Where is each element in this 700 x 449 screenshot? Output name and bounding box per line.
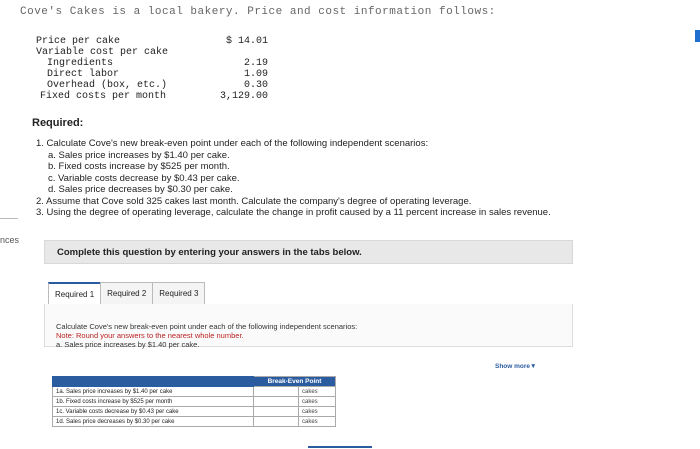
answer-input-cell[interactable]: [254, 397, 299, 407]
panel-instruction: Calculate Cove's new break-even point under each of the following independent scenarios:: [56, 322, 358, 331]
cost-value: 1.09: [243, 69, 268, 80]
tab-required-1[interactable]: Required 1: [48, 282, 101, 307]
panel-note: Note: Round your answers to the nearest whole number.: [56, 331, 244, 340]
answer-row: [53, 417, 336, 427]
answer-input[interactable]: [257, 398, 293, 405]
cost-label: Price per cake: [36, 36, 121, 47]
panel-scenario: a. Sales price increases by $1.40 per cake.: [56, 340, 200, 349]
answer-input[interactable]: [257, 388, 293, 395]
answer-header-row: [53, 377, 336, 387]
cost-info-table: [36, 36, 286, 102]
scroll-indicator: [695, 30, 700, 42]
cost-label: Variable cost per cake: [36, 47, 169, 58]
answer-row: [53, 407, 336, 417]
tab-bar: [48, 282, 204, 304]
answer-input-cell[interactable]: [254, 407, 299, 417]
cost-row: [36, 91, 286, 102]
answer-unit: cakes: [299, 417, 336, 427]
cost-value: 3,129.00: [219, 91, 268, 102]
cost-label: Overhead (box, etc.): [47, 80, 168, 91]
answer-unit: cakes: [299, 397, 336, 407]
cost-row: [36, 36, 286, 47]
cost-row: [36, 47, 286, 58]
answer-input[interactable]: [257, 418, 293, 425]
required-subitem: c. Variable costs decrease by $0.43 per cake.: [48, 172, 240, 184]
answer-column-header: Break-Even Point: [254, 377, 336, 387]
required-subitem: b. Fixed costs increase by $525 per month.: [48, 161, 230, 172]
answer-row-label: 1b. Fixed costs increase by $525 per month: [53, 397, 254, 407]
show-more-link[interactable]: Show more▼: [495, 363, 537, 370]
question-intro-text: Cove's Cakes is a local bakery. Price and cost information follows:: [20, 6, 496, 18]
answer-input-cell[interactable]: [254, 417, 299, 427]
required-subitem: a. Sales price increases by $1.40 per cake.: [48, 149, 230, 161]
answer-row-label: 1c. Variable costs decrease by $0.43 per cake: [53, 407, 254, 417]
side-label: nces: [0, 235, 20, 245]
answer-unit: cakes: [299, 387, 336, 397]
cost-value: $ 14.01: [225, 36, 268, 47]
tab-required-2[interactable]: Required 2: [100, 282, 153, 306]
answer-row-label: 1a. Sales price increases by $1.40 per cake: [53, 387, 254, 397]
answer-row-label: 1d. Sales price decreases by $0.30 per cake: [53, 417, 254, 427]
cost-value: 2.19: [243, 58, 268, 69]
cost-row: [36, 80, 286, 91]
cost-label: Direct labor: [47, 69, 120, 80]
answer-header-blank: [53, 377, 254, 387]
answer-input-cell[interactable]: [254, 387, 299, 397]
required-item: 2. Assume that Cove sold 325 cakes last month. Calculate the company's degree of operating leverage.: [36, 195, 472, 207]
cost-label: Ingredients: [47, 58, 114, 69]
cost-row: [36, 58, 286, 69]
cost-value: 0.30: [243, 80, 268, 91]
cost-label: Fixed costs per month: [40, 91, 167, 102]
required-subitem: d. Sales price decreases by $0.30 per cake.: [48, 184, 233, 195]
scroll-bar: [308, 446, 372, 448]
instruction-box: [44, 240, 573, 264]
required-item: 1. Calculate Cove's new break-even point under each of the following independent scenarios:: [36, 138, 429, 149]
cost-row: [36, 69, 286, 80]
required-list: [36, 138, 596, 219]
answer-row: [53, 397, 336, 407]
answer-table: [52, 376, 336, 427]
instruction-text: Complete this question by entering your answers in the tabs below.: [57, 247, 362, 258]
tab-required-3[interactable]: Required 3: [152, 282, 205, 306]
answer-row: [53, 387, 336, 397]
required-heading: Required:: [32, 117, 84, 129]
answer-unit: cakes: [299, 407, 336, 417]
answer-input[interactable]: [257, 408, 293, 415]
divider: [0, 218, 18, 219]
required-item: 3. Using the degree of operating leverage, calculate the change in profit caused by a 11 percent increase in sales revenue.: [36, 207, 551, 218]
panel-text: [56, 322, 357, 349]
